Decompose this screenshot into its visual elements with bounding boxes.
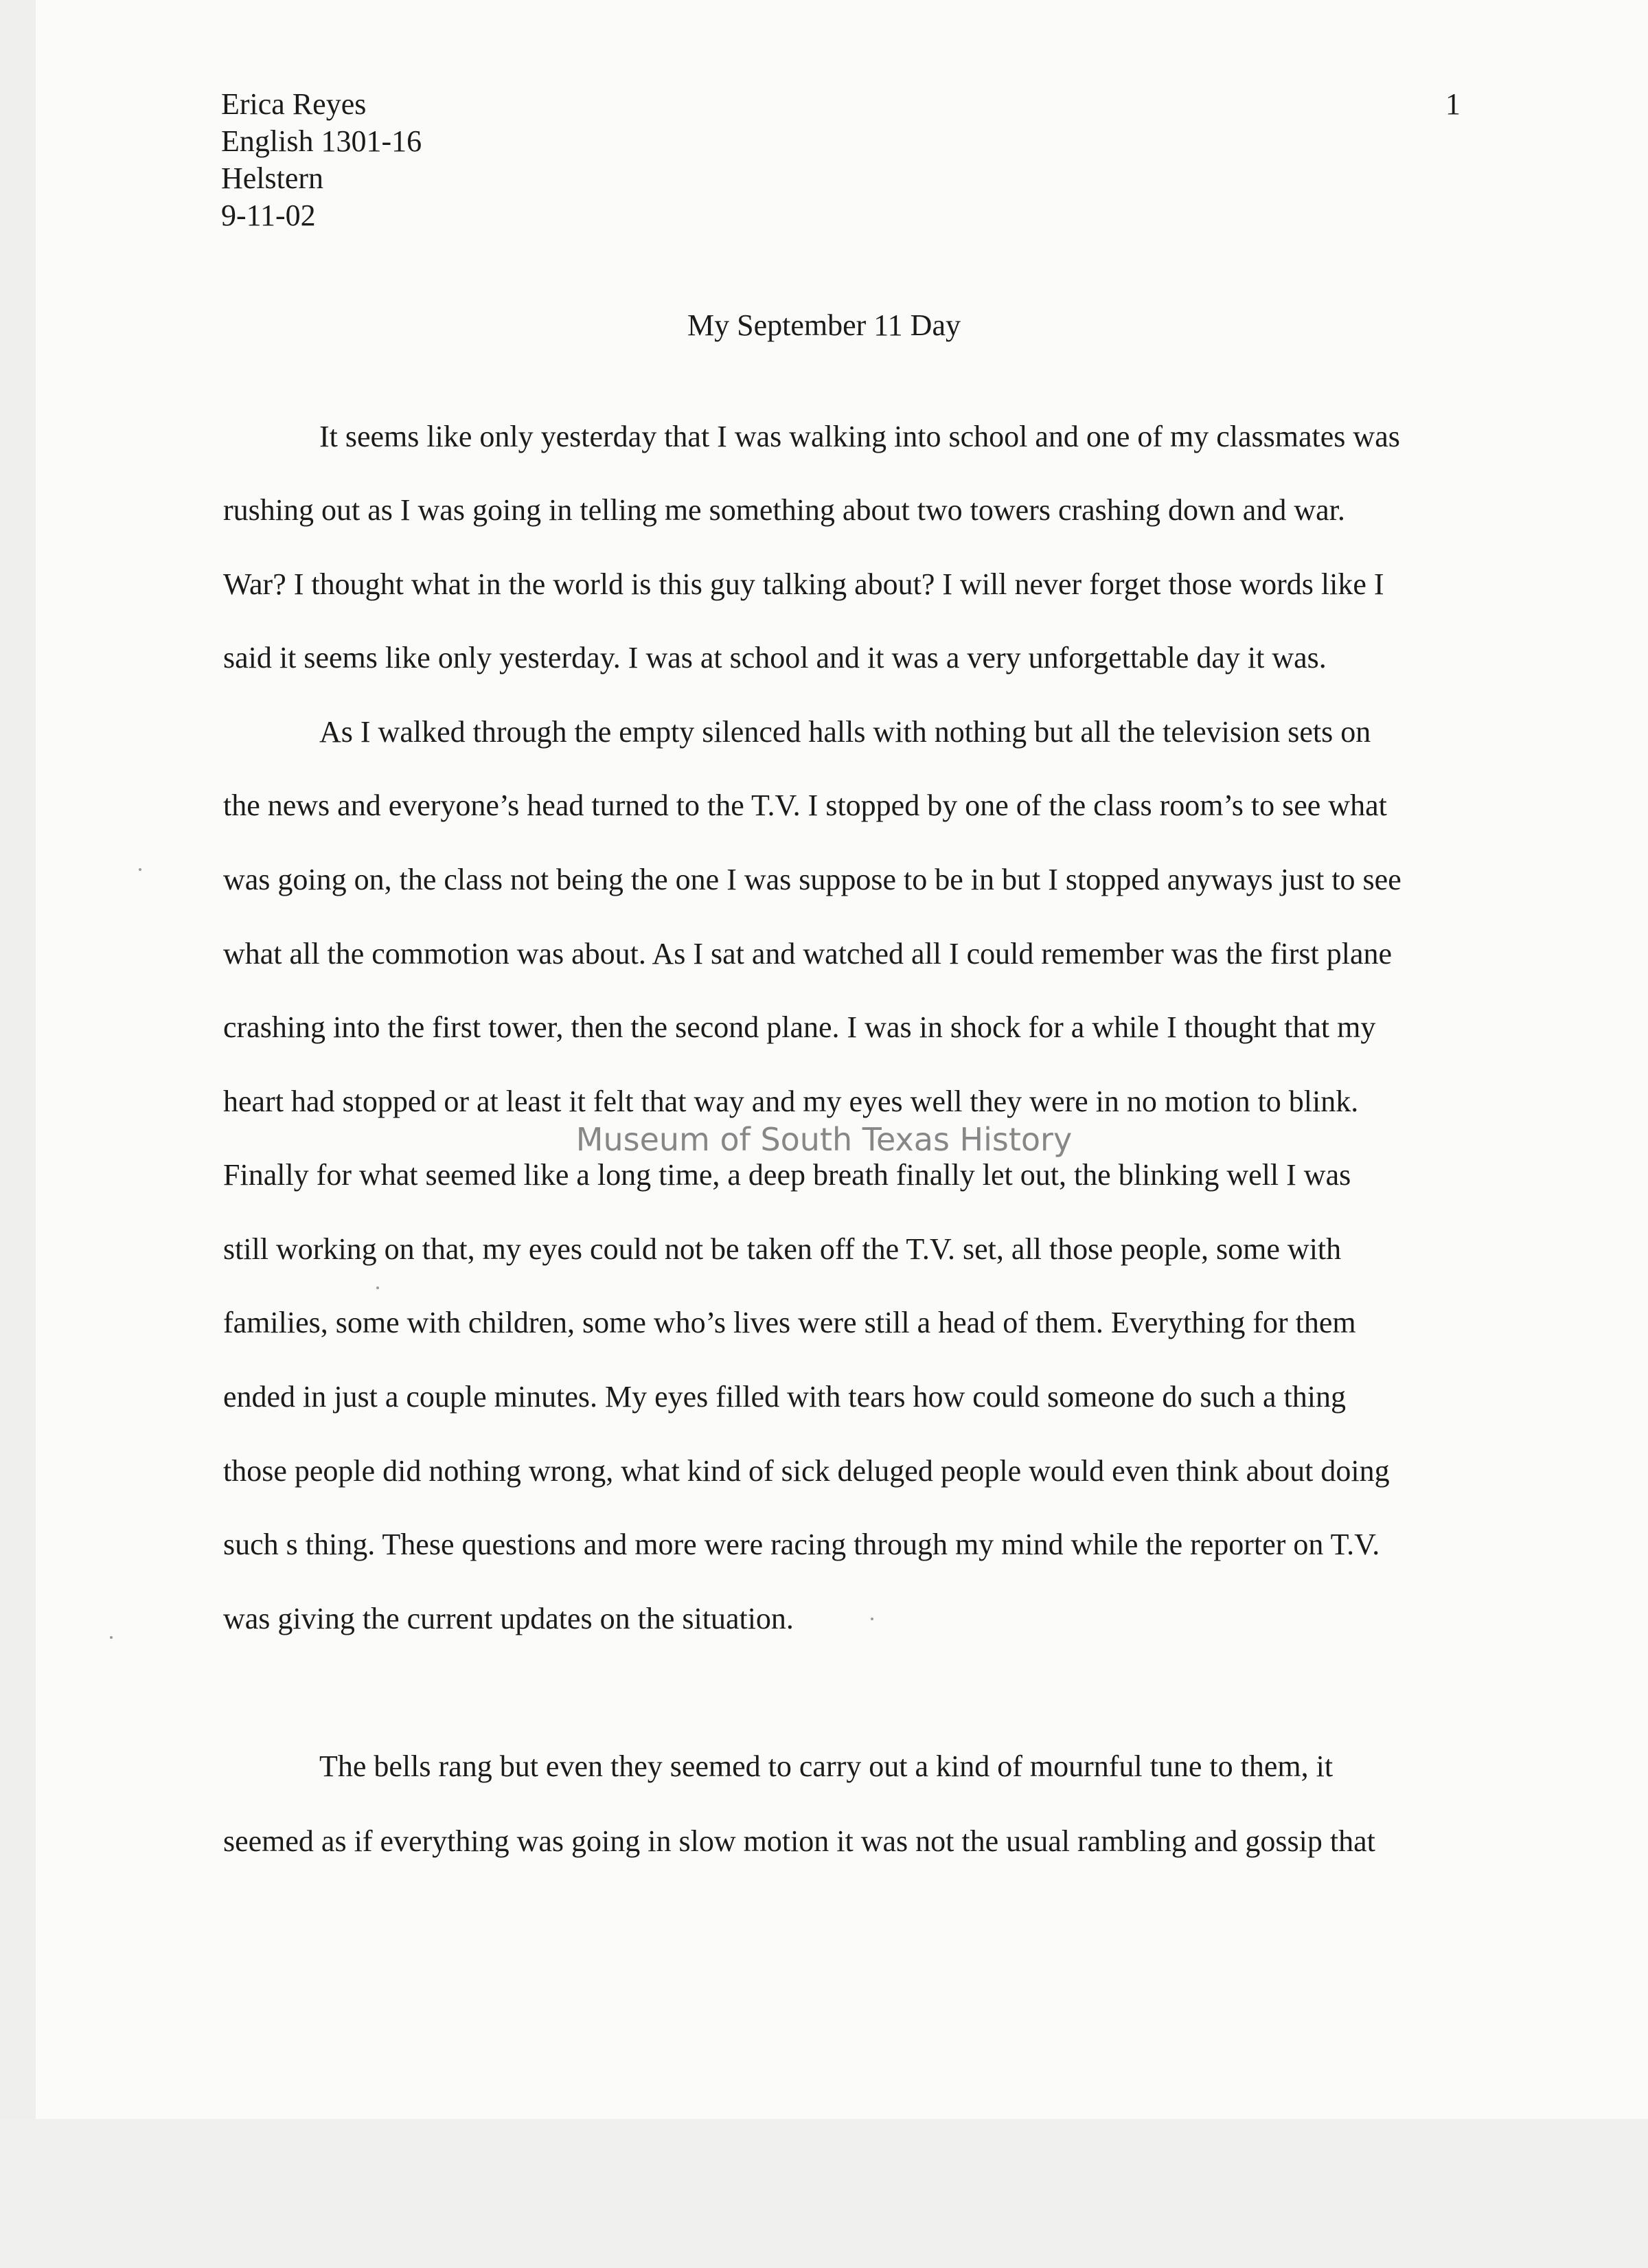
body-line: was giving the current updates on the situation.	[223, 1602, 794, 1635]
essay-date: 9-11-02	[221, 199, 316, 232]
paper-speck	[139, 868, 141, 871]
body-line: crashing into the first tower, then the second plane. I was in shock for a while I thought that my	[223, 1010, 1376, 1044]
body-line: War? I thought what in the world is this guy talking about? I will never forget those words like I	[223, 567, 1384, 601]
body-line: said it seems like only yesterday. I was at school and it was a very unforgettable day it was.	[223, 641, 1327, 674]
body-line: such s thing. These questions and more were racing through my mind while the reporter on T.V.	[223, 1528, 1380, 1561]
author-name: Erica Reyes	[221, 87, 367, 121]
essay-title: My September 11 Day	[687, 308, 961, 342]
body-line: seemed as if everything was going in slow motion it was not the usual rambling and gossip that	[223, 1824, 1375, 1858]
body-line: what all the commotion was about. As I sat and watched all I could remember was the first plane	[223, 937, 1393, 971]
body-line: rushing out as I was going in telling me something about two towers crashing down and war.	[223, 493, 1345, 527]
instructor-name: Helstern	[221, 161, 324, 195]
body-line: families, some with children, some who’s lives were still a head of them. Everything for them	[223, 1306, 1356, 1339]
paper-speck	[110, 1636, 113, 1639]
paper-speck	[871, 1618, 873, 1620]
body-line: was going on, the class not being the one I was suppose to be in but I stopped anyways just to see	[223, 863, 1401, 896]
body-line: ended in just a couple minutes. My eyes filled with tears how could someone do such a thing	[223, 1380, 1347, 1414]
body-line: heart had stopped or at least it felt that way and my eyes well they were in no motion to blink.	[223, 1085, 1359, 1118]
body-line: Finally for what seemed like a long time, a deep breath finally let out, the blinking well I was	[223, 1158, 1351, 1192]
body-line: the news and everyone’s head turned to the T.V. I stopped by one of the class room’s to see what	[223, 789, 1387, 822]
body-line: those people did nothing wrong, what kind of sick deluged people would even think about doing	[223, 1454, 1390, 1488]
course-name: English 1301-16	[221, 124, 422, 158]
paper-speck	[376, 1286, 379, 1289]
body-line: As I walked through the empty silenced halls with nothing but all the television sets on	[319, 715, 1371, 749]
body-line: still working on that, my eyes could not be taken off the T.V. set, all those people, some with	[223, 1232, 1342, 1266]
scan-bed-margin	[0, 2119, 1648, 2268]
museum-watermark: Museum of South Texas History	[575, 1121, 1073, 1158]
page-number: 1	[1445, 87, 1461, 121]
body-line: It seems like only yesterday that I was walking into school and one of my classmates was	[319, 420, 1400, 453]
body-line: The bells rang but even they seemed to carry out a kind of mournful tune to them, it	[319, 1749, 1334, 1783]
